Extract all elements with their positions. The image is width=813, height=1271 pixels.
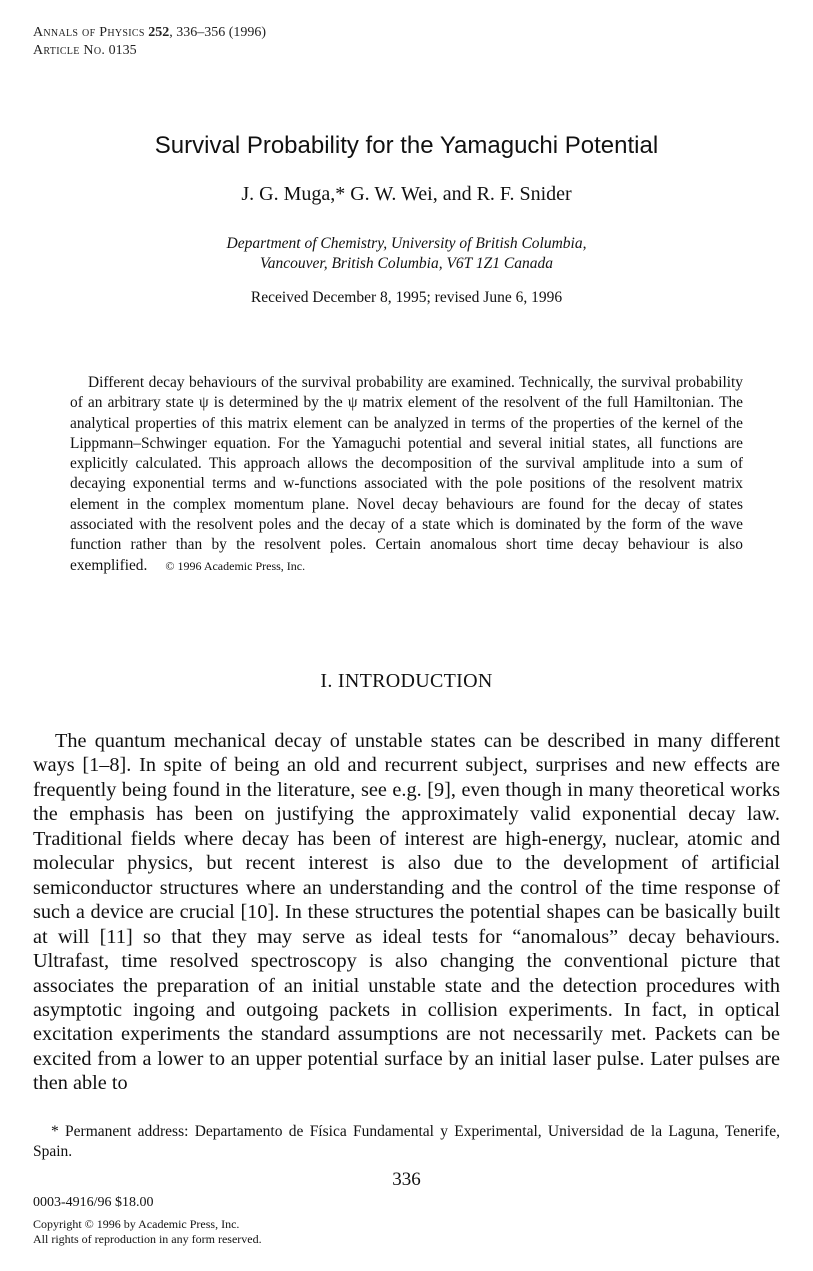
page-number: 336 [392,1169,421,1190]
introduction-paragraph: The quantum mechanical decay of unstable states can be described in many different ways [1–8]. In spite of being an old and recurrent subject, surprises and new effects are frequently being found in the literature, see e.g. [9], even though in many theoretical works the emphasis has been on justifying the approximately valid exponential decay law. Traditional fields where decay has been of interest are high-energy, nuclear, atomic and molecular physics, but recent interest is also due to the development of artificial semiconductor structures where an understanding and the control of the time response of such a device are crucial [10]. In these structures the potential shapes can be basically built at will [11] so that they may serve as ideal tests for “anomalous” decay behaviours. Ultrafast, time resolved spectroscopy is also changing the conventional picture that associates the preparation of an initial unstable state and the detection procedures with asymptotic ingoing and outgoing packets in collision experiments. In fact, in optical excitation experiments the standard assumptions are not necessarily met. Packets can be excited from a lower to an upper potential surface by an initial laser pulse. Later pulses are then able to [33,730,780,1095]
section-heading: I. INTRODUCTION [320,670,493,692]
affiliation-line-1: Department of Chemistry, University of British Columbia, [226,235,587,252]
journal-header [33,24,266,60]
received-dates: Received December 8, 1995; revised June 6, 1996 [250,289,563,306]
footnote: * Permanent address: Departamento de Física Fundamental y Experimental, Universidad de la Laguna, Tenerife, Spain. [33,1123,780,1160]
abstract-text: Different decay behaviours of the survival probability are examined. Technically, the survival probability of an arbitrary state ψ is determined by the ψ matrix element of the resolvent of the full Hamiltonian. The analytical properties of this matrix element can be analyzed in terms of the properties of the kernel of the Lippmann–Schwinger equation. For the Yamaguchi potential and several initial states, all functions are explicitly calculated. This approach allows the decomposition of the survival amplitude into a sum of decaying exponential terms and w-functions associated with the pole positions of the resolvent matrix element in the complex momentum plane. Novel decay behaviours are found for the decay of states associated with the resolvent poles and the decay of a state which is dominated by the form of the wave function rather than by the resolvent poles. Certain anomalous short time decay behaviour is also exemplified. [70,374,743,574]
copyright-line-2: All rights of reproduction in any form reserved. [33,1232,262,1246]
paper-authors: J. G. Muga,* G. W. Wei, and R. F. Snider [241,183,572,205]
article-number: 0135 [108,43,137,58]
abstract [70,373,743,576]
journal-volume: 252 [148,25,170,40]
copyright-line-1: Copyright © 1996 by Academic Press, Inc. [33,1217,240,1231]
affiliation [0,234,813,274]
paper-title: Survival Probability for the Yamaguchi Potential [154,132,659,159]
article-label: Article No. [33,43,106,58]
journal-name: Annals of Physics [33,25,145,40]
copyright-notice [33,1217,262,1247]
issn-price: 0003-4916/96 $18.00 [33,1195,154,1210]
affiliation-line-2: Vancouver, British Columbia, V6T 1Z1 Canada [260,255,553,272]
journal-pages: , 336–356 (1996) [169,25,267,40]
abstract-copyright: © 1996 Academic Press, Inc. [165,558,306,573]
